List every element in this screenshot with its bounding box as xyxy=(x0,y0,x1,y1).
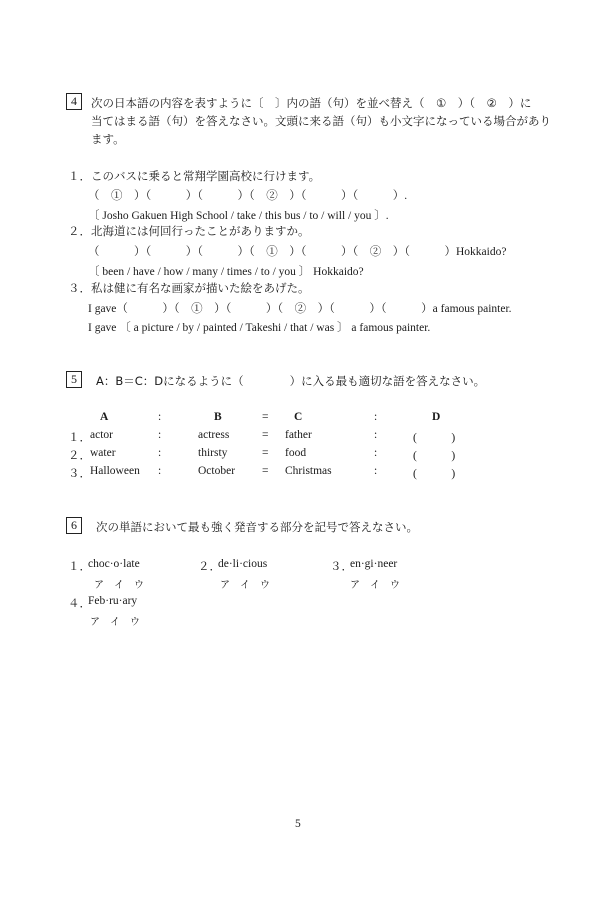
q5-row3-c: Christmas xyxy=(285,465,332,477)
q4-instruction-line3: ます。 xyxy=(91,132,125,146)
q5-row1-colon1: : xyxy=(158,429,162,441)
q5-header-b: B xyxy=(214,411,222,423)
q6-word1: choc·o·late xyxy=(88,558,140,570)
q6-word4-marks: ア イ ウ xyxy=(90,617,140,628)
q5-row1-eq: = xyxy=(262,429,269,441)
q5-row2-d: ( ) xyxy=(413,450,456,462)
q5-row2-colon2: : xyxy=(374,447,378,459)
q5-row1-colon2: : xyxy=(374,429,378,441)
q4-item3-blanks: I gave（ ）（ ① ）（ ）（ ② ）（ ）（ ）a famous painter. xyxy=(88,303,512,315)
q6-word4-number: ４． xyxy=(68,596,91,610)
q5-header-d: D xyxy=(432,411,441,423)
q6-word3-number: ３． xyxy=(330,559,353,573)
q5-row3-d: ( ) xyxy=(413,468,456,480)
q5-row3-a: Halloween xyxy=(90,465,140,477)
q5-row1-a: actor xyxy=(90,429,113,441)
q4-item1-blanks: （ ① ）（ ）（ ）（ ② ）（ ）（ ）. xyxy=(88,190,408,202)
q4-item1-japanese: １．このバスに乗ると常翔学園高校に行けます。 xyxy=(68,169,321,183)
q5-instruction: A：B＝C：Dになるように（ ）に入る最も適切な語を答えなさい。 xyxy=(96,374,486,388)
q4-item1-words: 〔 Josho Gakuen High School / take / this bus / to / will / you 〕. xyxy=(88,210,389,222)
q5-row2-colon1: : xyxy=(158,447,162,459)
q5-header-a: A xyxy=(100,411,109,423)
q5-row1-c: father xyxy=(285,429,312,441)
q5-row3-b: October xyxy=(198,465,236,477)
q4-instruction-line1: 次の日本語の内容を表すように〔 〕内の語（句）を並べ替え（ ① ）（ ② ）に xyxy=(91,96,532,110)
q5-row3-colon1: : xyxy=(158,465,162,477)
q6-word1-number: １． xyxy=(68,559,91,573)
q4-instruction-line2: 当てはまる語（句）を答えなさい。文頭に来る語（句）も小文字になっている場合があり xyxy=(91,114,551,128)
q5-row1-number: １． xyxy=(68,432,91,444)
q5-row1-d: ( ) xyxy=(413,432,456,444)
q6-instruction: 次の単語において最も強く発音する部分を記号で答えなさい。 xyxy=(96,520,418,534)
q5-header-colon2: : xyxy=(374,411,378,423)
q5-header-eq: = xyxy=(262,411,269,423)
q6-word1-marks: ア イ ウ xyxy=(94,580,144,591)
q6-word3: en·gi·neer xyxy=(350,558,398,570)
q5-row2-b: thirsty xyxy=(198,447,228,459)
q4-item2-words: 〔 been / have / how / many / times / to / you 〕 Hokkaido? xyxy=(88,266,364,278)
q5-row2-eq: = xyxy=(262,447,269,459)
q6-word2-marks: ア イ ウ xyxy=(220,580,270,591)
q4-number-box: 4 xyxy=(66,93,82,110)
q5-row2-c: food xyxy=(285,447,307,459)
q4-item3-words: I gave 〔 a picture / by / painted / Takeshi / that / was 〕 a famous painter. xyxy=(88,322,431,334)
q5-row3-number: ３． xyxy=(68,468,91,480)
q5-row2-a: water xyxy=(90,447,116,459)
q6-word2: de·li·cious xyxy=(218,558,268,570)
q5-row1-b: actress xyxy=(198,429,230,441)
q5-row2-number: ２． xyxy=(68,450,91,462)
page-number: 5 xyxy=(295,818,301,830)
q5-row3-eq: = xyxy=(262,465,269,477)
q4-item2-japanese: ２．北海道には何回行ったことがありますか。 xyxy=(68,224,310,238)
q5-header-colon1: : xyxy=(158,411,162,423)
q5-number-box: 5 xyxy=(66,371,82,388)
q6-word2-number: ２． xyxy=(198,559,221,573)
q5-row3-colon2: : xyxy=(374,465,378,477)
q5-header-c: C xyxy=(294,411,303,423)
q6-number-box: 6 xyxy=(66,517,82,534)
q4-item3-japanese: ３．私は健に有名な画家が描いた絵をあげた。 xyxy=(68,281,310,295)
q4-item2-blanks: （ ）（ ）（ ）（ ① ）（ ）（ ② ）（ ）Hokkaido? xyxy=(88,246,507,258)
q6-word3-marks: ア イ ウ xyxy=(350,580,400,591)
q6-word4: Feb·ru·ary xyxy=(88,595,138,607)
